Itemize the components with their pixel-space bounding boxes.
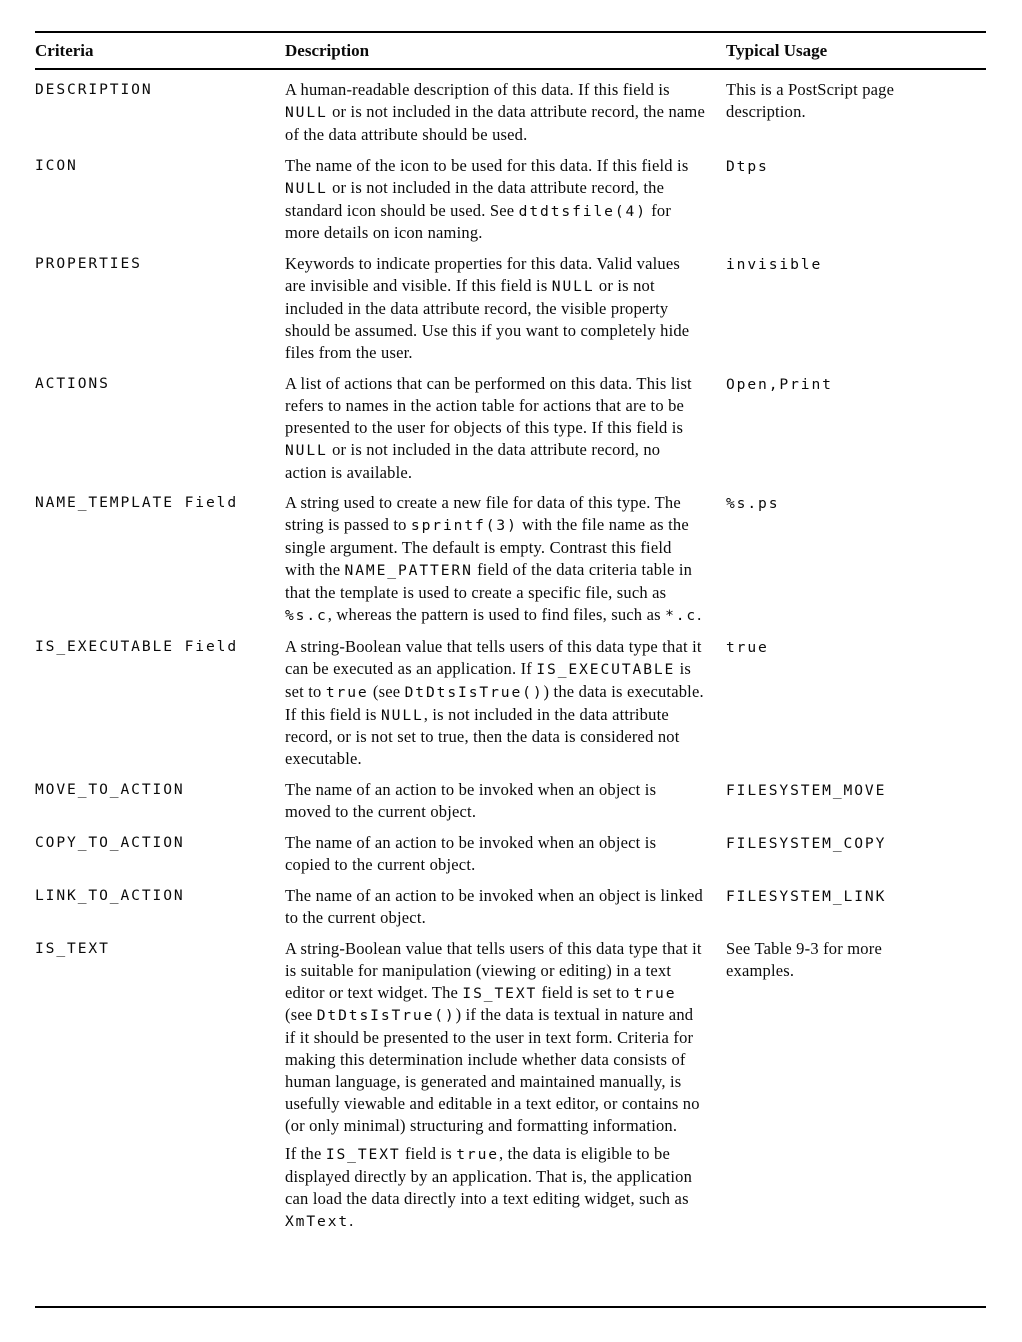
text-run: field of the data criteria table in that the template is used to create a specific file, such as [285, 560, 693, 603]
table-row [35, 373, 986, 484]
table-row [35, 636, 986, 770]
inline-code: Open,Print [726, 375, 833, 393]
inline-code: FILESYSTEM_LINK [726, 887, 887, 905]
criteria-cell: COPY_TO_ACTION [35, 834, 185, 852]
table-row [35, 938, 986, 1233]
inline-code: XmText [285, 1212, 350, 1230]
text-run: is set to [285, 658, 691, 701]
table-bottom-rule [35, 1306, 986, 1308]
criteria-cell: DESCRIPTION [35, 81, 153, 98]
inline-code: NAME_PATTERN [344, 562, 473, 580]
text-run: or is not included in the data attribute record, the standard icon should be used. See [285, 177, 665, 220]
text-run: A human-readable description of this data. If this field is [285, 80, 670, 99]
description-cell [285, 779, 726, 823]
text-run: The name of the icon to be used for this data. If this field is [285, 155, 689, 175]
text-run: This is a PostScript page description. [726, 80, 895, 121]
inline-code: NULL [285, 441, 328, 459]
inline-code: DtDtsIsTrue() [404, 683, 544, 701]
inline-code: FILESYSTEM_COPY [726, 835, 887, 853]
column-header-criteria: Criteria [35, 41, 94, 60]
text-run: , is not included in the data attribute record, or is not set to true, then the data is considered not executable. [285, 704, 680, 769]
inline-code: invisible [726, 256, 823, 274]
description-paragraph [285, 832, 705, 876]
inline-code: true [633, 984, 677, 1002]
usage-cell [726, 155, 986, 245]
table-row [35, 832, 986, 876]
description-paragraph [285, 938, 705, 1137]
description-paragraph [285, 885, 705, 929]
criteria-cell: PROPERTIES [35, 255, 142, 273]
inline-code: IS_TEXT [325, 1145, 401, 1163]
criteria-cell: ACTIONS [35, 374, 110, 392]
text-run: . [349, 1210, 354, 1230]
inline-code: IS_EXECUTABLE [536, 660, 676, 678]
criteria-cell: NAME_TEMPLATE Field [35, 494, 239, 512]
text-run: (see [285, 1005, 317, 1025]
inline-code: FILESYSTEM_MOVE [726, 782, 887, 800]
column-header-usage: Typical Usage [726, 41, 828, 60]
inline-code: %s.c [285, 606, 328, 624]
table-row [35, 79, 986, 146]
usage-cell [726, 492, 986, 626]
usage-cell [726, 832, 986, 876]
text-run: A string-Boolean value that tells users of this data type that it can be executed as an application. If [285, 636, 702, 678]
criteria-cell: IS_EXECUTABLE Field [35, 637, 239, 655]
inline-code: IS_TEXT [462, 984, 538, 1002]
text-run: The name of an action to be invoked when an object is moved to the current object. [285, 780, 657, 822]
text-run: (see [368, 681, 405, 701]
text-run: The name of an action to be invoked when an object is copied to the current object. [285, 833, 657, 874]
inline-code: Dtps [726, 157, 769, 175]
criteria-cell: ICON [35, 156, 78, 174]
text-run: If the [285, 1143, 326, 1163]
criteria-cell: LINK_TO_ACTION [35, 886, 185, 904]
text-run: ) the data is executable. If this field is [285, 681, 704, 724]
table-row [35, 155, 986, 245]
text-run: or is not included in the data attribute record, no action is available. [285, 439, 661, 482]
inline-code: NULL [285, 179, 328, 197]
usage-cell [726, 779, 986, 823]
usage-cell [726, 885, 986, 929]
inline-code: *.c [665, 606, 698, 624]
description-cell [285, 492, 726, 626]
usage-cell [726, 938, 986, 1233]
description-paragraph [285, 492, 705, 626]
description-cell [285, 885, 726, 929]
text-run: field is set to [537, 982, 634, 1002]
text-run: See Table 9-3 for more examples. [726, 938, 882, 980]
text-run: , whereas the pattern is used to find files, such as [327, 604, 666, 624]
table-row [35, 885, 986, 929]
inline-code: NULL [285, 103, 328, 121]
inline-code: dtdtsfile(4) [518, 202, 647, 220]
criteria-cell: IS_TEXT [35, 939, 110, 957]
table-row [35, 779, 986, 823]
description-cell [285, 636, 726, 770]
text-run: or is not included in the data attribute record, the visible property should be assumed. Use this if you want to completely hide files from the user. [285, 276, 690, 362]
description-cell [285, 373, 726, 484]
usage-cell [726, 253, 986, 364]
description-cell [285, 253, 726, 364]
inline-code: DtDtsIsTrue() [316, 1007, 456, 1025]
description-paragraph [285, 79, 705, 146]
usage-cell [726, 79, 986, 146]
inline-code: NULL [380, 706, 424, 724]
description-cell [285, 938, 726, 1233]
description-paragraph [285, 155, 705, 245]
text-run: field is [400, 1143, 457, 1163]
inline-code: true [726, 638, 769, 656]
criteria-table [35, 31, 986, 1242]
description-cell [285, 79, 726, 146]
description-paragraph [285, 253, 705, 364]
text-run: . [697, 604, 702, 624]
column-header-description: Description [285, 41, 370, 60]
text-run: ) if the data is textual in nature and if it should be presented to the user in text form. Criteria for making this determination include whether data consists of human language, is generated and maintained manually, is usefully viewable and editable in a text editor, or contains no (or only minimal) structuring and formatting information. [285, 1005, 700, 1135]
text-run: for more details on icon naming. [285, 200, 672, 243]
usage-cell [726, 373, 986, 484]
inline-code: true [325, 683, 369, 701]
usage-cell [726, 636, 986, 770]
table-row [35, 253, 986, 364]
description-cell [285, 155, 726, 245]
inline-code: sprintf(3) [410, 517, 518, 535]
text-run: , the data is eligible to be displayed directly by an application. That is, the application can load the data directly into a text editing widget, such as [285, 1143, 693, 1208]
text-run: with the file name as the single argument. The default is empty. Contrast this field with the [285, 515, 689, 580]
text-run: or is not included in the data attribute record, the name of the data attribute should be used. [285, 101, 705, 144]
text-run: The name of an action to be invoked when an object is linked to the current object. [285, 885, 703, 927]
description-cell [285, 832, 726, 876]
table-body [35, 70, 986, 1233]
table-header-row [35, 33, 986, 70]
table-row [35, 492, 986, 626]
inline-code: NULL [551, 278, 595, 296]
description-paragraph [285, 779, 705, 823]
description-paragraph [285, 1143, 705, 1233]
text-run: Keywords to indicate properties for this data. Valid values are invisible and visible. If this field is [285, 254, 681, 296]
description-paragraph [285, 636, 705, 770]
text-run: A string used to create a new file for data of this type. The string is passed to [285, 493, 681, 535]
description-paragraph [285, 373, 705, 484]
text-run: A list of actions that can be performed on this data. This list refers to names in the action table for actions that are to be presented to the user for objects of this type. If this field is [285, 373, 692, 437]
inline-code: true [456, 1145, 499, 1163]
inline-code: %s.ps [726, 495, 780, 513]
text-run: A string-Boolean value that tells users of this data type that it is suitable for manipulation (viewing or editing) in a text editor or text widget. The [285, 938, 702, 1002]
criteria-cell: MOVE_TO_ACTION [35, 781, 185, 799]
